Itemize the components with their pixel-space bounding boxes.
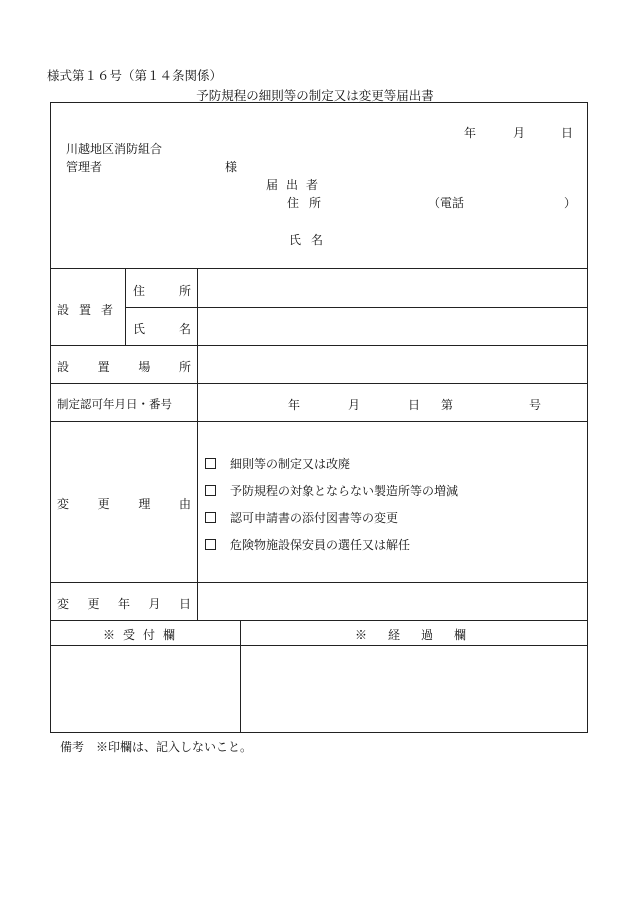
- notifier-label: [266, 176, 326, 193]
- form-number: 様式第１６号（第１４条関係）: [47, 68, 223, 83]
- form-title: 予防規程の細則等の制定又は変更等届出書: [196, 88, 434, 103]
- reason-label: 変更理由: [57, 497, 191, 511]
- enactment-go: 号: [529, 398, 542, 412]
- reason-text: 細則等の制定又は改廃: [230, 457, 351, 471]
- reason-option[interactable]: [205, 536, 410, 553]
- row-divider: [50, 268, 588, 269]
- organization-name: 川越地区消防組合: [66, 142, 163, 156]
- column-divider: [197, 268, 198, 620]
- enactment-day: 日: [408, 398, 421, 412]
- progress-header: ※経過欄: [355, 628, 488, 642]
- enactment-month: 月: [348, 398, 361, 412]
- date-year: 年: [464, 126, 477, 140]
- date-month: 月: [513, 126, 526, 140]
- installer-label: 設置者: [57, 303, 124, 317]
- footnote: 備考 ※印欄は、記入しないこと。: [60, 740, 253, 754]
- reason-option[interactable]: [205, 482, 458, 499]
- column-divider: [240, 620, 241, 733]
- honorific: 様: [225, 160, 238, 174]
- change-date-label: 変更年月日: [57, 597, 191, 611]
- enactment-no: 第: [441, 398, 454, 412]
- checkbox-icon[interactable]: [205, 485, 216, 496]
- row-divider: [50, 582, 588, 583]
- reason-option[interactable]: [205, 509, 398, 526]
- reason-text: 認可申請書の添付図書等の変更: [230, 511, 399, 525]
- location-label: 設置場所: [57, 360, 191, 374]
- enactment-label: 制定認可年月日・番号: [57, 397, 172, 411]
- name-label: 氏名: [289, 233, 334, 247]
- reason-option[interactable]: [205, 455, 350, 472]
- row-divider: [50, 383, 588, 384]
- row-divider: [50, 645, 588, 646]
- reason-text: 予防規程の対象とならない製造所等の増減: [230, 484, 459, 498]
- column-divider: [125, 268, 126, 345]
- row-divider: [125, 307, 588, 308]
- row-divider: [50, 345, 588, 346]
- reception-header: ※受付欄: [103, 628, 184, 642]
- reason-text: 危険物施設保安員の選任又は解任: [230, 538, 411, 552]
- phone-label: （電話: [428, 196, 465, 210]
- checkbox-icon[interactable]: [205, 539, 216, 550]
- date-day: 日: [561, 126, 574, 140]
- notifier-text: 届出者: [266, 178, 327, 192]
- address-label: 住所: [287, 196, 332, 210]
- manager-label: 管理者: [66, 160, 103, 174]
- installer-address-label: 住所: [133, 284, 191, 298]
- checkbox-icon[interactable]: [205, 458, 216, 469]
- phone-close: ）: [564, 196, 577, 210]
- enactment-year: 年: [288, 398, 301, 412]
- installer-name-label: 氏名: [133, 322, 191, 336]
- checkbox-icon[interactable]: [205, 512, 216, 523]
- row-divider: [50, 620, 588, 621]
- row-divider: [50, 421, 588, 422]
